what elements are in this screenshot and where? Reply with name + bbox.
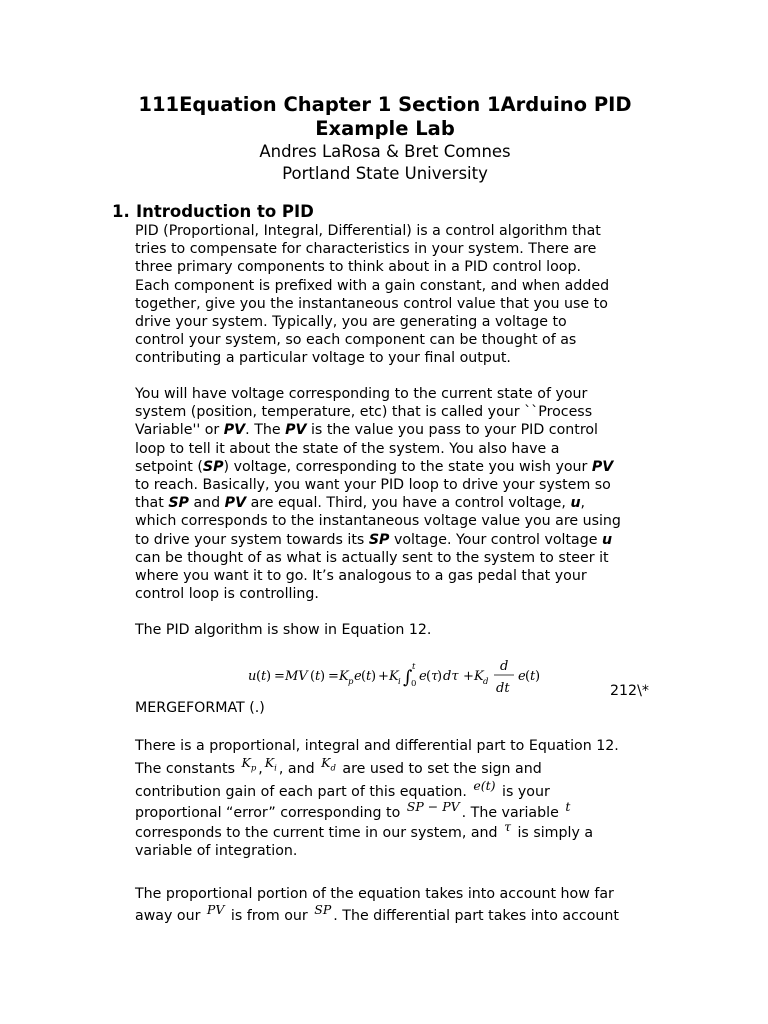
text-run: The constants bbox=[135, 761, 240, 777]
paragraph-line: where you want it to go. It’s analogous to a gas pedal that your bbox=[135, 567, 587, 584]
eq-t: t bbox=[530, 669, 536, 684]
eq-equals: = bbox=[328, 669, 339, 684]
symbol-subscript: i bbox=[274, 763, 277, 774]
text-run: . The bbox=[245, 422, 286, 439]
paragraph-line bbox=[135, 799, 665, 823]
text-run: , and bbox=[278, 761, 320, 777]
section-title: Introduction to PID bbox=[136, 202, 314, 221]
eq-t: t bbox=[261, 669, 267, 684]
text-run: . The variable bbox=[461, 805, 564, 821]
eq-t: t bbox=[366, 669, 372, 684]
ki-symbol bbox=[264, 755, 277, 774]
text-run: voltage. Your control voltage bbox=[389, 531, 602, 548]
text-run: is from our bbox=[226, 908, 313, 924]
eq-kd: K bbox=[474, 669, 484, 684]
sp-minus-pv-symbol: SP − PV bbox=[406, 799, 460, 814]
eq-paren: ( bbox=[256, 669, 262, 684]
paragraph-intro bbox=[135, 222, 655, 368]
paragraph-line bbox=[135, 494, 655, 512]
eq-t: t bbox=[315, 669, 321, 684]
paragraph-proportional bbox=[135, 885, 665, 927]
eq-paren: ) bbox=[320, 669, 326, 684]
document-title-line-2: Example Lab bbox=[315, 117, 455, 140]
u-term: u bbox=[570, 495, 581, 512]
eq-paren: ( bbox=[361, 669, 367, 684]
paragraph-line: Each component is prefixed with a gain constant, and when added bbox=[135, 277, 610, 294]
pv-term: PV bbox=[285, 422, 307, 439]
text-run: contribution gain of each part of this equation. bbox=[135, 784, 472, 800]
document-authors: Andres LaRosa & Bret Comnes bbox=[259, 142, 511, 161]
text-run: away our bbox=[135, 908, 205, 924]
eq-paren: ) bbox=[535, 669, 541, 684]
text-run: setpoint ( bbox=[135, 458, 203, 475]
eq-kp: K bbox=[339, 669, 349, 684]
text-run: to drive your system towards its bbox=[135, 531, 369, 548]
paragraph-line: contributing a particular voltage to your final output. bbox=[135, 350, 511, 367]
text-run: is the value you pass to your PID control bbox=[306, 422, 598, 439]
pv-term: PV bbox=[223, 422, 246, 439]
text-run: , bbox=[258, 761, 263, 777]
text-run: proportional “error” corresponding to bbox=[135, 805, 405, 821]
paragraph-line: You will have voltage corresponding to the current state of your bbox=[135, 386, 588, 402]
text-run: are used to set the sign and bbox=[337, 761, 542, 777]
eq-plus: + bbox=[378, 669, 389, 684]
paragraph-line: There is a proportional, integral and differential part to Equation 12. bbox=[135, 738, 619, 754]
kd-symbol bbox=[321, 755, 336, 774]
paragraph-process-variable bbox=[135, 385, 655, 603]
paragraph-line: control loop is controlling. bbox=[135, 586, 319, 603]
eq-lhs: u bbox=[248, 669, 257, 684]
eq-tau: τ bbox=[431, 669, 439, 684]
eq-integral: ∫ bbox=[403, 667, 413, 688]
paragraph-line bbox=[135, 421, 655, 439]
paragraph-equation-intro bbox=[135, 621, 655, 639]
eq-ki-sub: i bbox=[398, 677, 401, 687]
section-heading bbox=[112, 201, 314, 222]
text-run: and bbox=[188, 495, 225, 512]
eq-plus: + bbox=[463, 669, 474, 684]
eq-kd-sub: d bbox=[483, 677, 489, 687]
text-run: Variable'' or bbox=[135, 422, 224, 439]
text-run: ) voltage, corresponding to the state you wish your bbox=[223, 458, 592, 475]
eq-frac-num: d bbox=[500, 659, 509, 674]
eq-integral-lower: 0 bbox=[411, 679, 417, 689]
eq-paren: ( bbox=[310, 669, 316, 684]
pv-term: PV bbox=[591, 458, 614, 475]
eq-paren: ) bbox=[266, 669, 272, 684]
paragraph-line: control your system, so each component can be thought of as bbox=[135, 332, 577, 349]
eq-dtau: dτ bbox=[443, 669, 459, 684]
pid-equation bbox=[248, 656, 568, 700]
paragraph-line: loop to tell it about the state of the system. You also have a bbox=[135, 440, 560, 457]
paragraph-line: tries to compensate for characteristics in your system. There are bbox=[135, 241, 597, 258]
paragraph-line bbox=[135, 531, 655, 549]
u-term: u bbox=[602, 531, 613, 548]
eq-ki: K bbox=[389, 669, 399, 684]
sp-symbol: SP bbox=[314, 902, 332, 917]
text-run: . The differential part takes into account bbox=[333, 908, 619, 924]
paragraph-line: drive your system. Typically, you are generating a voltage to bbox=[135, 313, 567, 330]
kp-symbol bbox=[241, 755, 257, 774]
text-run: are equal. Third, you have a control voltage, bbox=[246, 495, 571, 512]
symbol-subscript: d bbox=[330, 763, 336, 774]
merge-format-field: MERGEFORMAT (.) bbox=[135, 700, 265, 716]
eq-paren: ) bbox=[437, 669, 443, 684]
pv-term: PV bbox=[224, 495, 247, 512]
sp-term: SP bbox=[368, 531, 390, 548]
eq-paren: ( bbox=[426, 669, 432, 684]
paragraph-line bbox=[135, 902, 665, 927]
sp-term: SP bbox=[168, 495, 189, 512]
pv-symbol: PV bbox=[206, 902, 225, 917]
eq-kp-sub: p bbox=[348, 677, 354, 687]
eq-e: e bbox=[354, 669, 362, 684]
paragraph-line bbox=[135, 458, 655, 476]
paragraph-line: The PID algorithm is show in Equation 12. bbox=[135, 622, 432, 638]
paragraph-line bbox=[135, 757, 665, 781]
eq-equals: = bbox=[274, 669, 285, 684]
text-run: that bbox=[135, 495, 169, 512]
paragraph-line: variable of integration. bbox=[135, 843, 298, 859]
eq-paren: ) bbox=[371, 669, 377, 684]
text-run: corresponds to the current time in our system, and bbox=[135, 825, 503, 841]
paragraph-line: The proportional portion of the equation takes into account how far bbox=[135, 886, 614, 902]
equation-number: 212\* bbox=[610, 683, 649, 699]
t-symbol: t bbox=[565, 799, 571, 814]
paragraph-line bbox=[135, 819, 665, 842]
paragraph-line: to reach. Basically, you want your PID loop to drive your system so bbox=[135, 476, 611, 493]
paragraph-constants bbox=[135, 737, 665, 861]
error-symbol: e(t) bbox=[473, 778, 496, 793]
eq-paren: ( bbox=[525, 669, 531, 684]
text-run: is simply a bbox=[512, 825, 594, 841]
eq-frac-den: dt bbox=[496, 681, 510, 696]
eq-e: e bbox=[518, 669, 526, 684]
document-title-line-1: 111Equation Chapter 1 Section 1Arduino PID bbox=[138, 93, 632, 116]
symbol-letter: K bbox=[264, 755, 275, 770]
paragraph-line: together, give you the instantaneous control value that you use to bbox=[135, 295, 608, 312]
text-run: is your bbox=[497, 784, 550, 800]
document-institution: Portland State University bbox=[282, 164, 488, 183]
symbol-subscript: p bbox=[250, 763, 257, 774]
symbol-letter: K bbox=[321, 755, 331, 770]
paragraph-line: system (position, temperature, etc) that is called your ``Process bbox=[135, 404, 593, 421]
tau-symbol: τ bbox=[504, 819, 511, 834]
eq-e: e bbox=[419, 669, 427, 684]
paragraph-line: PID (Proportional, Integral, Differential) is a control algorithm that bbox=[135, 223, 601, 239]
section-number: 1. bbox=[112, 202, 130, 221]
paragraph-line: which corresponds to the instantaneous voltage value you are using bbox=[135, 513, 621, 530]
paragraph-line: can be thought of as what is actually sent to the system to steer it bbox=[135, 549, 609, 566]
paragraph-line bbox=[135, 778, 665, 803]
paragraph-line: three primary components to think about in a PID control loop. bbox=[135, 259, 581, 276]
eq-mv: MV bbox=[285, 669, 308, 684]
sp-term: SP bbox=[202, 458, 224, 475]
text-run: , bbox=[580, 495, 586, 512]
symbol-letter: K bbox=[241, 755, 251, 770]
eq-integral-upper: t bbox=[412, 662, 416, 672]
